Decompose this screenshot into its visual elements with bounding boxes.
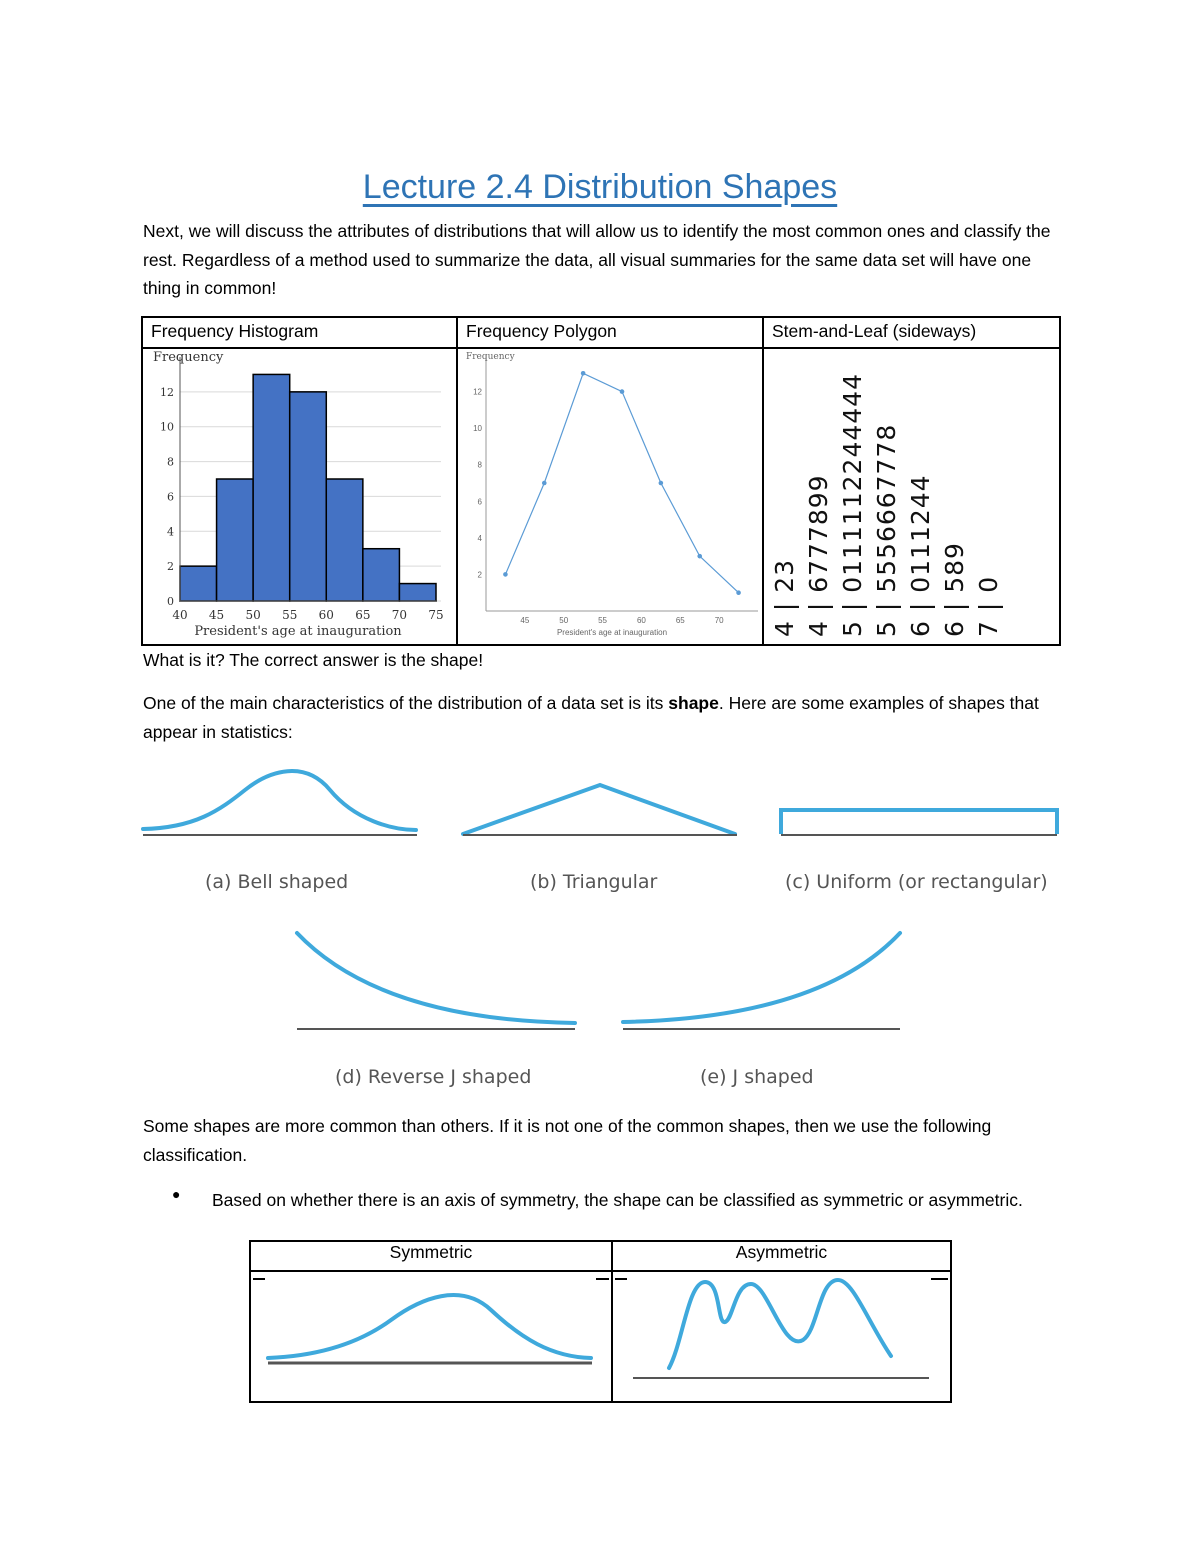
histogram-y-tick-label: 4 (167, 525, 174, 539)
polygon-point (542, 481, 547, 486)
shape-intro-start: One of the main characteristics of the distribution of a data set is its (143, 693, 669, 713)
stem-leaf-row: 4 | 23 (770, 558, 799, 637)
intro-paragraph: Next, we will discuss the attributes of distributions that will allow us to identify the most common ones and classify the rest. Regardless of a method used to summarize the data, all visual summaries for the same data set will have one thing in common! (143, 221, 1051, 298)
stem-leaf-plot (764, 349, 1059, 644)
histogram-x-tick-label: 70 (391, 608, 408, 622)
uniform-curve (781, 810, 1057, 834)
shape-examples-figure (0, 750, 1200, 1100)
histogram-bar (217, 479, 254, 601)
stem-leaf-row: 5 | 5556667778 (872, 423, 901, 637)
polygon-point (581, 371, 586, 376)
caption-bell: (a) Bell shaped (205, 871, 349, 893)
shape-keyword: shape (668, 693, 719, 713)
polygon-y-tick-label: 10 (473, 424, 482, 434)
polygon-cell (457, 348, 763, 645)
stem-leaf-row: 4 | 6777899 (804, 474, 833, 637)
histogram-x-tick-label: 65 (355, 608, 371, 622)
symmetric-header: Symmetric (250, 1241, 612, 1271)
polygon-x-tick-label: 45 (520, 616, 530, 625)
j-curve (623, 933, 900, 1022)
summary-table (141, 316, 1061, 646)
polygon-y-tick-label: 8 (477, 460, 482, 470)
shape-intro-paragraph (143, 689, 1063, 746)
asymmetric-header: Asymmetric (612, 1241, 951, 1271)
histogram-y-tick-label: 0 (167, 595, 174, 608)
histogram-y-tick-label: 12 (160, 385, 174, 399)
asymmetric-figure (613, 1272, 950, 1396)
polygon-y-tick-label: 12 (473, 387, 482, 397)
reverse-j-curve (297, 933, 575, 1023)
histogram-bar (253, 374, 290, 601)
polygon-x-tick-label: 50 (559, 616, 569, 625)
histogram-y-tick-label: 6 (167, 490, 174, 504)
bullet-icon: ● (172, 1186, 181, 1202)
polygon-y-tick-label: 2 (477, 570, 482, 580)
polygon-x-tick-label: 70 (714, 616, 724, 625)
bell-shaped-curve (143, 771, 416, 830)
stem-leaf-cell (763, 348, 1060, 645)
caption-j: (e) J shaped (700, 1066, 814, 1088)
polygon-point (736, 590, 741, 595)
histogram-bar (399, 584, 436, 601)
stem-leaf-row: 6 | 0111244 (906, 474, 935, 637)
asymmetric-cell (612, 1271, 951, 1402)
polygon-series-line (505, 373, 738, 592)
polygon-x-tick-label: 55 (598, 616, 608, 625)
polygon-y-tick-label: 6 (477, 497, 482, 507)
histogram-cell (142, 348, 457, 645)
polygon-point (697, 554, 702, 559)
histogram-x-tick-label: 60 (318, 608, 334, 622)
caption-reverse-j: (d) Reverse J shaped (335, 1066, 532, 1088)
histogram-y-tick-label: 2 (167, 560, 174, 574)
caption-triangular: (b) Triangular (530, 871, 658, 893)
histogram-y-tick-label: 10 (160, 420, 174, 434)
histogram-y-axis-title: Frequency (153, 350, 224, 365)
histogram-bar (326, 479, 363, 601)
histogram-x-tick-label: 45 (208, 608, 225, 622)
polygon-x-tick-label: 60 (636, 616, 646, 625)
histogram-x-tick-label: 55 (282, 608, 298, 622)
polygon-point (620, 389, 625, 394)
histogram-x-axis-title: President's age at inauguration (194, 624, 402, 639)
histogram-bar (290, 392, 327, 601)
histogram-x-tick-label: 40 (172, 608, 188, 622)
question-text: What is it? The correct answer is the shape! (143, 650, 484, 670)
histogram-header: Frequency Histogram (142, 317, 457, 348)
symmetric-curve (268, 1295, 591, 1358)
stem-leaf-row: 6 | 589 (940, 542, 969, 637)
polygon-y-tick-label: 4 (477, 533, 482, 543)
polygon-y-axis-title: Frequency (466, 352, 515, 362)
histogram-x-tick-label: 75 (428, 608, 444, 622)
histogram-x-tick-label: 50 (245, 608, 261, 622)
stem-leaf-row: 7 | 0 (974, 575, 1003, 637)
asymmetric-curve (669, 1280, 891, 1368)
stem-leaf-header: Stem-and-Leaf (sideways) (763, 317, 1060, 348)
caption-uniform: (c) Uniform (or rectangular) (785, 871, 1048, 893)
symmetric-cell (250, 1271, 612, 1402)
polygon-point (659, 481, 664, 486)
stem-leaf-row: 5 | 0111112244444 (838, 373, 867, 637)
histogram-y-tick-label: 8 (167, 455, 174, 469)
polygon-header: Frequency Polygon (457, 317, 763, 348)
polygon-point (503, 572, 508, 577)
classification-paragraph: Some shapes are more common than others. If it is not one of the common shapes, then we use the following classification. (143, 1116, 992, 1165)
histogram-bar (363, 549, 400, 601)
frequency-polygon-chart (458, 349, 762, 644)
shape-intro-end: . Here are some examples of shapes that appear in statistics: (143, 693, 1039, 742)
symmetry-table (249, 1240, 952, 1403)
triangular-curve (463, 785, 735, 834)
polygon-x-axis-title: President's age at inauguration (556, 628, 668, 637)
page-title: Lecture 2.4 Distribution Shapes (362, 168, 838, 206)
polygon-x-tick-label: 65 (675, 616, 685, 625)
symmetric-figure (251, 1272, 611, 1396)
frequency-histogram-chart (143, 349, 456, 644)
histogram-bar (180, 566, 217, 601)
bullet-text: Based on whether there is an axis of symmetry, the shape can be classified as symmetric or asymmetric. (212, 1190, 1023, 1210)
